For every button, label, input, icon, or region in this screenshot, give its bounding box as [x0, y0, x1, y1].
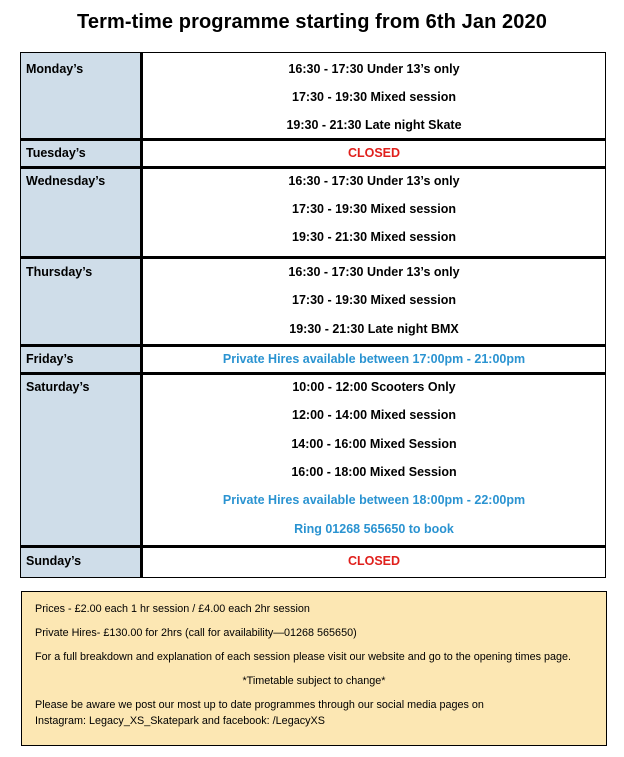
row-separator [21, 166, 605, 169]
row-thursday [21, 256, 605, 344]
session-saturday-booking: Ring 01268 565650 to book [294, 522, 454, 536]
schedule-table [20, 52, 606, 578]
row-separator [21, 344, 605, 347]
session-monday-2: 17:30 - 19:30 Mixed session [292, 90, 456, 104]
session-saturday-2: 12:00 - 14:00 Mixed session [292, 408, 456, 422]
session-friday-private-hires: Private Hires available between 17:00pm - 21:00pm [222, 352, 526, 366]
session-tuesday-closed: CLOSED [347, 146, 401, 160]
private-hires-text: Private Hires- £130.00 for 2hrs (call for availability—01268 565650) [35, 627, 357, 639]
info-box [21, 591, 607, 746]
prices-text: Prices - £2.00 each 1 hr session / £4.00 each 2hr session [35, 603, 310, 615]
row-separator [21, 545, 605, 548]
session-thursday-1: 16:30 - 17:30 Under 13’s only [288, 265, 460, 279]
breakdown-text: For a full breakdown and explanation of each session please visit our website and go to the opening times page. [35, 651, 571, 663]
session-monday-3: 19:30 - 21:30 Late night Skate [286, 118, 462, 132]
row-monday [21, 53, 605, 138]
row-friday [21, 344, 605, 372]
day-label-friday: Friday’s [26, 352, 74, 366]
row-separator [21, 372, 605, 375]
session-saturday-3: 14:00 - 16:00 Mixed Session [291, 437, 457, 451]
social-media-text: Please be aware we post our most up to date programmes through our social media pages on [35, 699, 484, 711]
day-label-wednesday: Wednesday’s [26, 174, 106, 188]
day-label-monday: Monday’s [26, 62, 84, 76]
day-label-thursday: Thursday’s [26, 265, 93, 279]
social-handles-text: Instagram: Legacy_XS_Skatepark and facebook: /LegacyXS [35, 715, 325, 727]
day-label-tuesday: Tuesday’s [26, 146, 86, 160]
page-title: Term-time programme starting from 6th Jan 2020 [77, 11, 547, 33]
day-label-sunday: Sunday’s [26, 554, 82, 568]
session-saturday-private-hires: Private Hires available between 18:00pm - 22:00pm [222, 493, 526, 507]
day-label-saturday: Saturday’s [26, 380, 90, 394]
session-wednesday-1: 16:30 - 17:30 Under 13’s only [288, 174, 460, 188]
session-saturday-1: 10:00 - 12:00 Scooters Only [292, 380, 456, 394]
row-sunday [21, 545, 605, 579]
row-tuesday [21, 138, 605, 166]
subject-to-change-text: *Timetable subject to change* [242, 675, 386, 687]
session-wednesday-3: 19:30 - 21:30 Mixed session [292, 230, 456, 244]
session-saturday-4: 16:00 - 18:00 Mixed Session [291, 465, 457, 479]
row-separator [21, 256, 605, 259]
row-wednesday [21, 166, 605, 256]
session-wednesday-2: 17:30 - 19:30 Mixed session [292, 202, 456, 216]
session-thursday-3: 19:30 - 21:30 Late night BMX [289, 322, 459, 336]
session-thursday-2: 17:30 - 19:30 Mixed session [292, 293, 456, 307]
session-sunday-closed: CLOSED [347, 554, 401, 568]
session-monday-1: 16:30 - 17:30 Under 13’s only [288, 62, 460, 76]
row-saturday [21, 372, 605, 545]
row-separator [21, 138, 605, 141]
